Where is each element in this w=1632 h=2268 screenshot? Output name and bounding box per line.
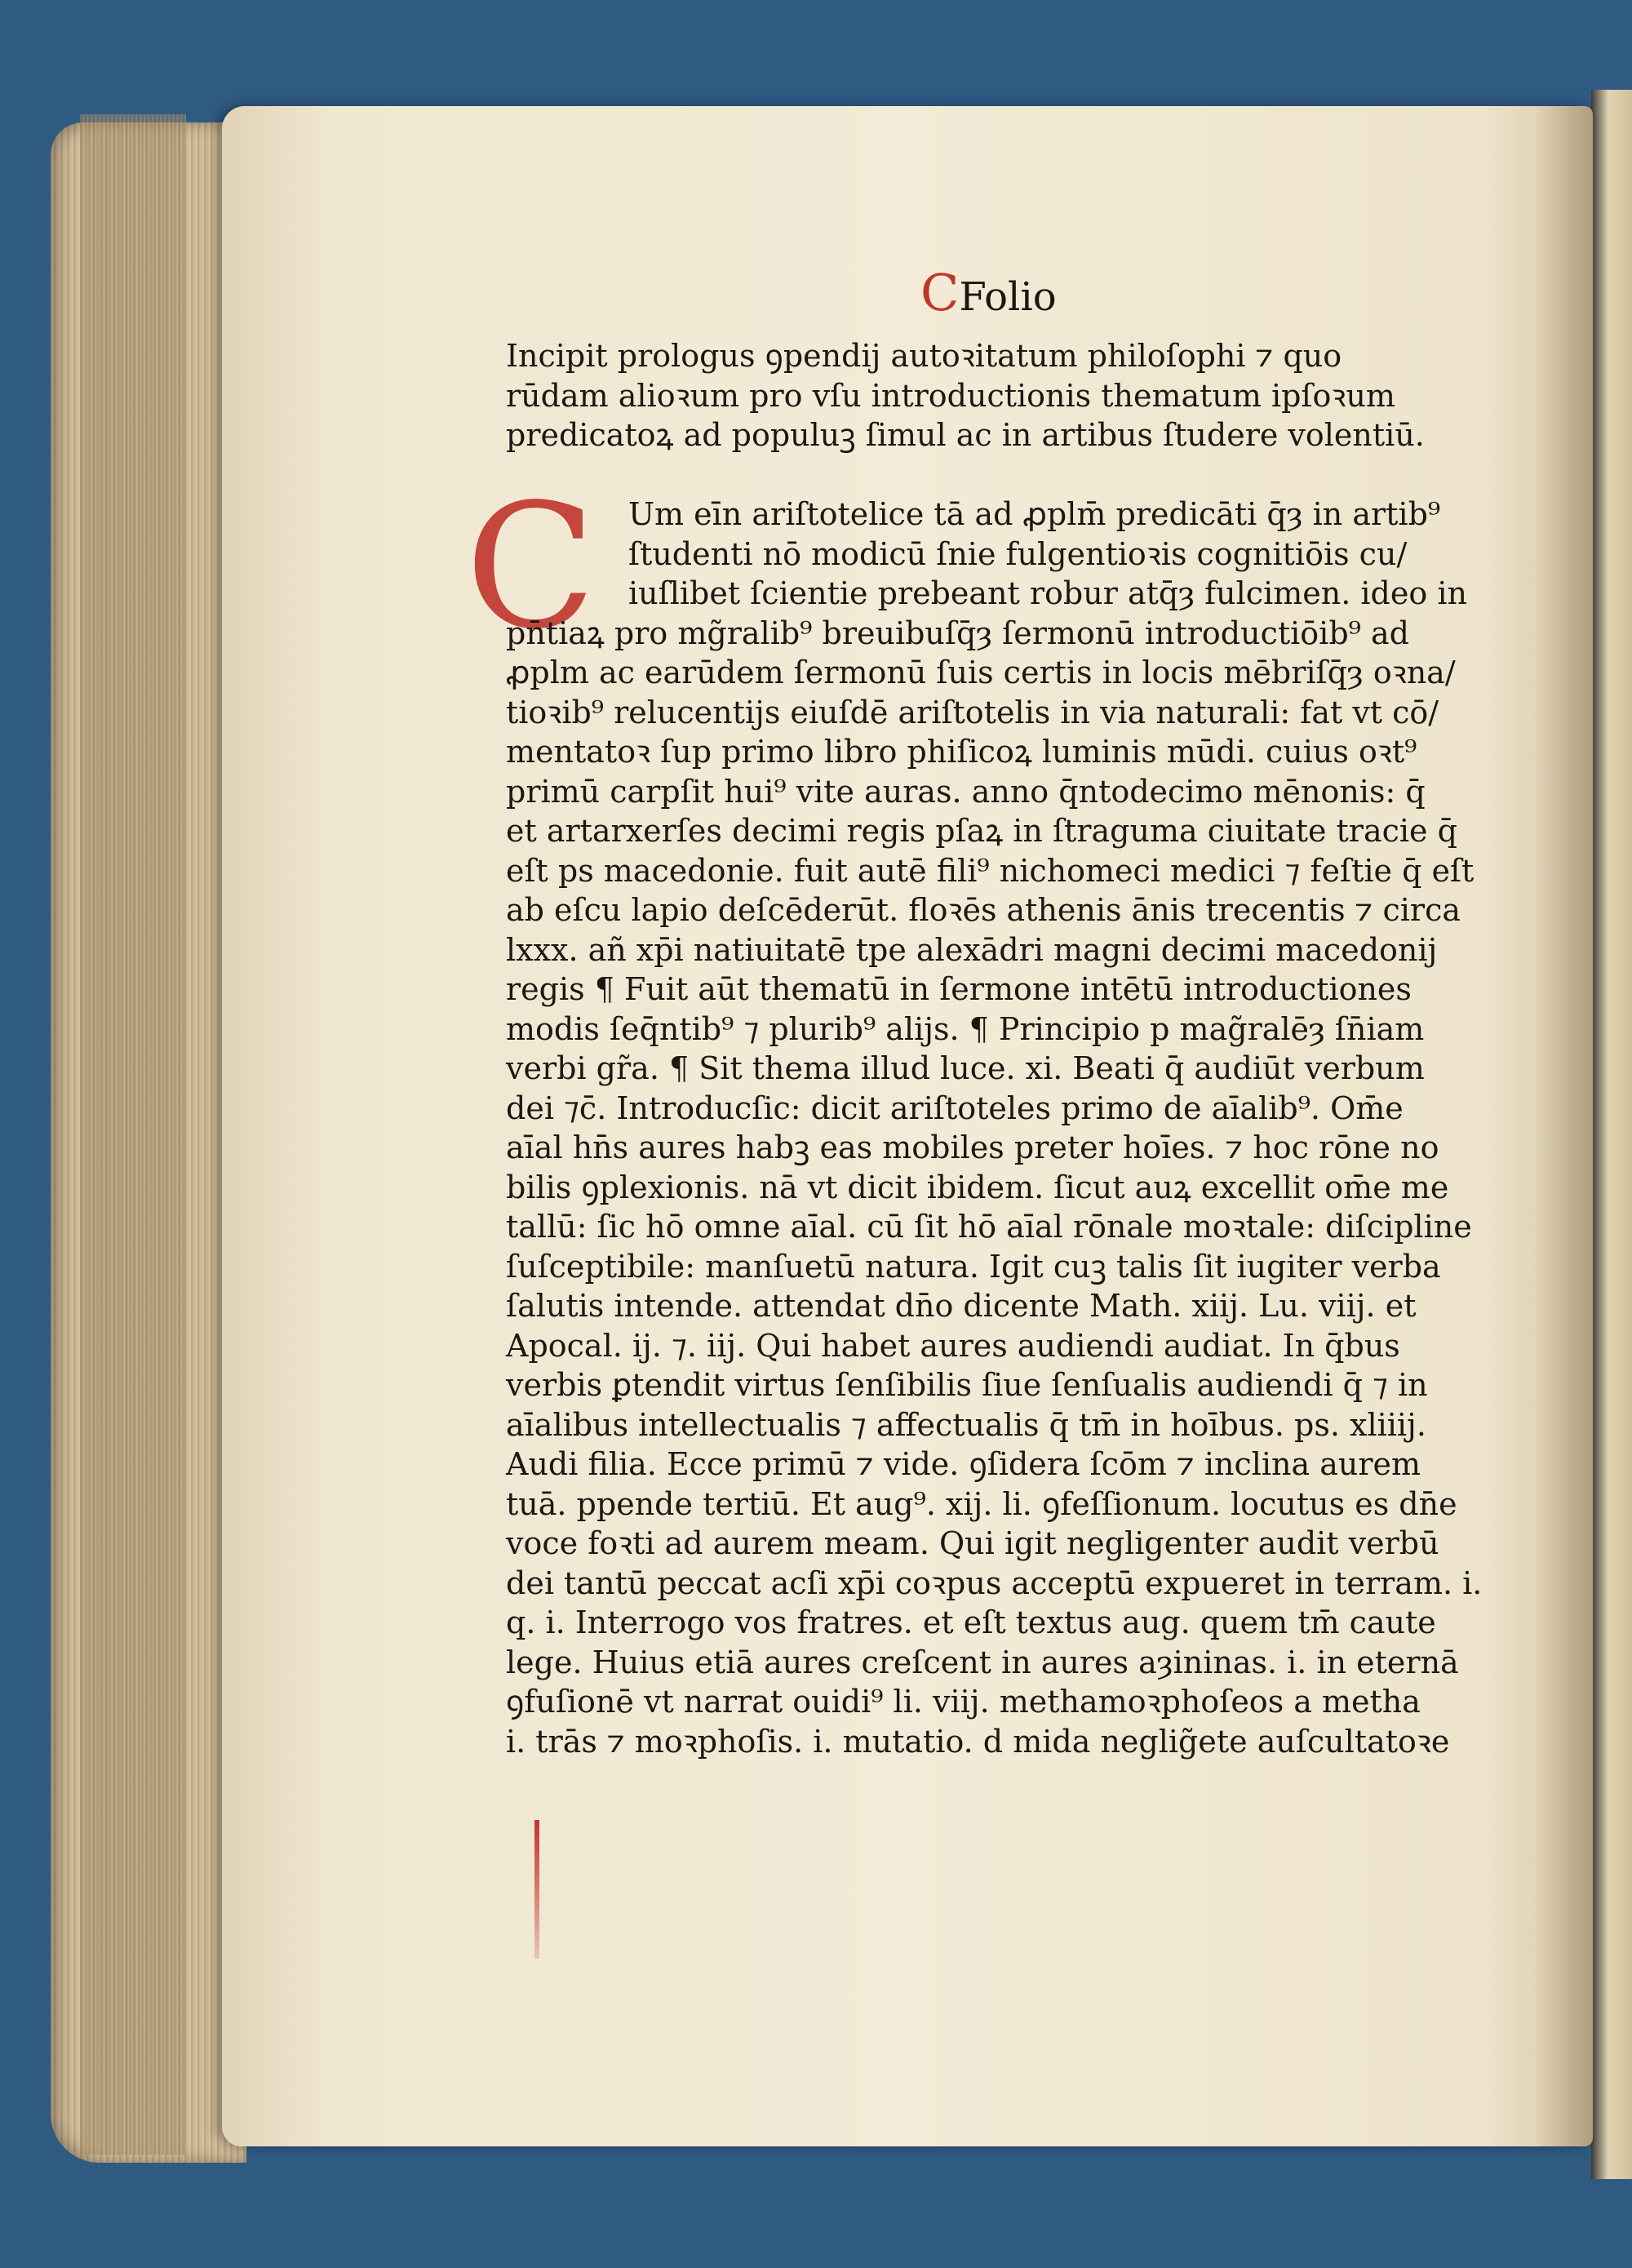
text-line: voce foꝛti ad aurem meam. Qui igit negligenter audit verbū [506,1525,1439,1561]
text-line: Um eīn ariſtotelice tā ad ꝓplm̄ predicāti q̄ȝ in artib⁹ [628,496,1441,532]
text-line: Incipit prologus ꝯpendij autoꝛitatum philoſophi ⁊ quo [506,338,1342,374]
text-line: iuſlibet ſcientie prebeant robur atq̄ȝ fulcimen. ideo in [628,575,1467,611]
text-line: Audi filia. Ecce primū ⁊ vide. ꝯſidera ſcōm ⁊ inclina aurem [506,1446,1421,1482]
text-line: Apocal. ij. ⁊. iij. Qui habet aures audiendi audiat. In q̄bus [506,1327,1400,1364]
folio-label: Folio [959,274,1057,320]
text-line: aīal hn̄s aures habꝫ eas mobiles preter hoīes. ⁊ hoc rōne no [506,1130,1439,1165]
text-line: eſt ps macedonie. fuit autē fili⁹ nichomeci medici ⁊ feſtie q̄ eſt [506,852,1475,889]
spacer-line [506,455,1485,495]
text-line: tuā. ppende tertiū. Et aug⁹. xij. li. ꝯfeſſionum. locutus es dn̄e [506,1485,1457,1522]
text-line: verbis ꝑtendit virtus ſenſibilis ſiue ſenſualis audiendi q̄ ⁊ in [506,1367,1428,1403]
text-line: aīalibus intellectualis ⁊ affectualis q̄ tm̄ in hoībus. ps. xliiij. [506,1406,1426,1443]
text-line: q. i. Interrogo vos fratres. et eſt textus aug. quem tm̄ caute [506,1604,1436,1640]
text-line: et artarxerſes decimi regis pſaꝝ in ſtraguma ciuitate tracie q̄ [506,813,1457,849]
text-line: verbi gr̃a. ¶ Sit thema illud luce. xi. Beati q̄ audiūt verbum [506,1050,1425,1086]
text-line: pn̄tiaꝝ pro mg̃ralib⁹ breuibuſq̄ȝ ſermonū introductiōib⁹ ad [506,615,1409,651]
text-line: dei tantū peccat acſi xp̄i coꝛpus acceptū expueret in terram. i. [506,1565,1483,1601]
text-line: dei ⁊c̄. Introducſic: dicit ariſtoteles primo de aīalib⁹. Om̄e [506,1090,1404,1126]
text-line: rūdam alioꝛum pro vſu introductionis thematum ipſoꝛum [506,377,1395,414]
text-line: tallū: ſic hō omne aīal. cū ſit hō aīal rōnale moꝛtale: diſcipline [506,1209,1472,1245]
page-gutter [1536,106,1593,2146]
text-line: ſuſceptibile: manſuetū natura. Igit cuꝫ talis ſit iugiter verba [506,1248,1441,1285]
text-line: predicatoꝝ ad populuꝫ ſimul ac in artibus ſtudere volentiū. [506,417,1425,453]
text-line: i. trās ⁊ moꝛphoſis. i. mutatio. d mida neglig̃ete auſcultatoꝛe [506,1723,1450,1760]
text-line: lxxx. añ xp̄i natiuitatē tpe alexādri magni decimi macedonij [506,931,1438,968]
text-line: ſalutis intende. attendat dn̄o dicente Math. xiij. Lu. viij. et [506,1288,1417,1324]
text-line: modis ſeq̄ntib⁹ ⁊ plurib⁹ alijs. ¶ Principio p mag̃ralēȝ ſn̄iam [506,1010,1425,1047]
text-line: bilis ꝯplexionis. nā vt dicit ibidem. ſicut auꝝ excellit om̄e me [506,1169,1449,1205]
text-line: primū carpſit hui⁹ vite auras. anno q̄ntodecimo mēnonis: q̄ [506,773,1426,810]
folio-rubric: C [920,263,960,322]
text-line: ab eſcu lapio deſcēderūt. floꝛēs athenis ānis trecentis ⁊ circa [506,892,1461,928]
body-text [506,336,1485,1761]
red-margin-mark [534,1820,539,1959]
text-line: ſtudenti nō modicū ſnie fulgentioꝛis cognitiōis cu/ [628,535,1408,572]
folio-heading [920,263,1057,322]
text-line: ꝯfuſionē vt narrat ouidi⁹ li. viij. methamoꝛphoſeos a metha [506,1684,1421,1720]
text-line: tioꝛib⁹ relucentijs eiuſdē ariſtotelis in via naturali: fat vt cō/ [506,694,1439,730]
text-line: mentatoꝛ ſup primo libro phiſicoꝝ luminis mūdi. cuius oꝛt⁹ [506,734,1417,770]
text-line: ꝓplm ac earūdem ſermonū ſuis certis in locis mēbriſq̄ȝ oꝛna/ [506,655,1456,690]
text-line: lege. Huius etiā aures creſcent in aures aȝininas. i. in eternā [506,1644,1459,1680]
decorated-initial: C [465,467,596,667]
text-line: regis ¶ Fuit aūt thematū in ſermone intētū introductiones [506,971,1412,1007]
facing-page [1591,90,1632,2179]
page-edges-shadow [80,114,186,2155]
